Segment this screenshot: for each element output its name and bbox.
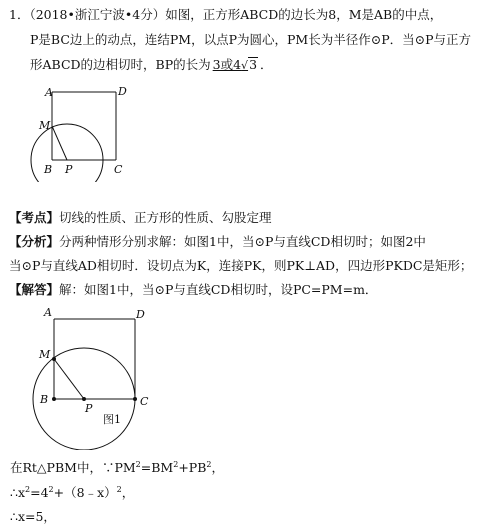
label-m-large: M [39,348,51,361]
point-c [133,397,137,401]
fenxi-line-1 [9,233,426,251]
label-b: B [44,163,53,176]
solution-2d: ， [121,485,135,500]
point-b [52,397,56,401]
segment-pm [52,126,67,160]
exp-3: 2 [206,460,212,469]
figure-1 [30,300,180,450]
point-p [82,397,86,401]
answer-radicand: 3 [249,57,258,72]
solution-2c: +（8﹣x） [53,485,117,500]
label-a: A [45,86,53,99]
label-c-large: C [140,395,149,408]
exp-1: 2 [135,460,141,469]
fenxi-text-1: 分两种情形分别求解：如图1中，当⊙P与直线CD相切时；如图2中 [59,234,426,249]
answer-text: 3或4 [212,57,242,72]
problem-line-1 [9,6,442,24]
label-c: C [114,163,123,176]
problem-line-2 [30,31,471,49]
problem-line-3 [30,56,273,75]
answer-blank: 3或4√3 [212,57,258,72]
solution-2b: =4 [30,485,49,500]
square-abcd-large [54,319,135,399]
problem-text-1: 1．（2018•浙江宁波•4分）如图，正方形ABCD的边长为8，M是AB的中点， [9,7,443,22]
label-d-large: D [136,308,145,321]
solution-1c: +PB [178,460,207,475]
exp-6: 2 [116,485,122,494]
solution-1d: ， [211,460,224,475]
problem-text-3: 形ABCD的边相切时，BP的长为 [30,57,211,72]
label-a-large: A [44,306,52,319]
figure-small [30,82,140,182]
kaodian-text: 切线的性质、正方形的性质、勾股定理 [59,210,272,225]
kaodian-line [9,209,272,227]
problem-end: ． [260,57,273,72]
label-p-large: P [85,402,93,415]
label-m: M [39,119,51,132]
exp-4: 2 [25,485,31,494]
solution-2a: ∴x [10,485,26,500]
label-b-large: B [40,393,49,406]
exp-2: 2 [173,460,179,469]
solution-3: ∴x=5， [10,509,56,524]
point-m [52,357,56,361]
label-d: D [118,85,127,98]
fenxi-line-2 [9,257,472,275]
kaodian-tag: 【考点】 [9,210,60,225]
solution-1a: 在Rt△PBM中，∵PM [10,460,136,475]
fenxi-text-2: 当⊙P与直线AD相切时．设切点为K，连接PK，则PK⊥AD，四边形PKDC是矩形； [9,258,473,273]
jieda-text: 解：如图1中，当⊙P与直线CD相切时，设PC=PM=m． [59,282,378,297]
exp-5: 2 [48,485,54,494]
figure-caption: 图1 [103,413,121,426]
label-p: P [65,163,73,176]
solution-1b: =BM [140,460,174,475]
fenxi-tag: 【分析】 [9,234,60,249]
jieda-tag: 【解答】 [9,282,60,297]
solution-line-2 [10,484,134,502]
solution-line-1 [10,459,224,477]
square-abcd [52,92,116,160]
problem-text-2: P是BC边上的动点，连结PM，以点P为圆心，PM长为半径作⊙P．当⊙P与正方 [30,32,471,47]
solution-line-3 [10,508,56,526]
jieda-line [9,281,377,299]
segment-pm-large [54,359,84,399]
